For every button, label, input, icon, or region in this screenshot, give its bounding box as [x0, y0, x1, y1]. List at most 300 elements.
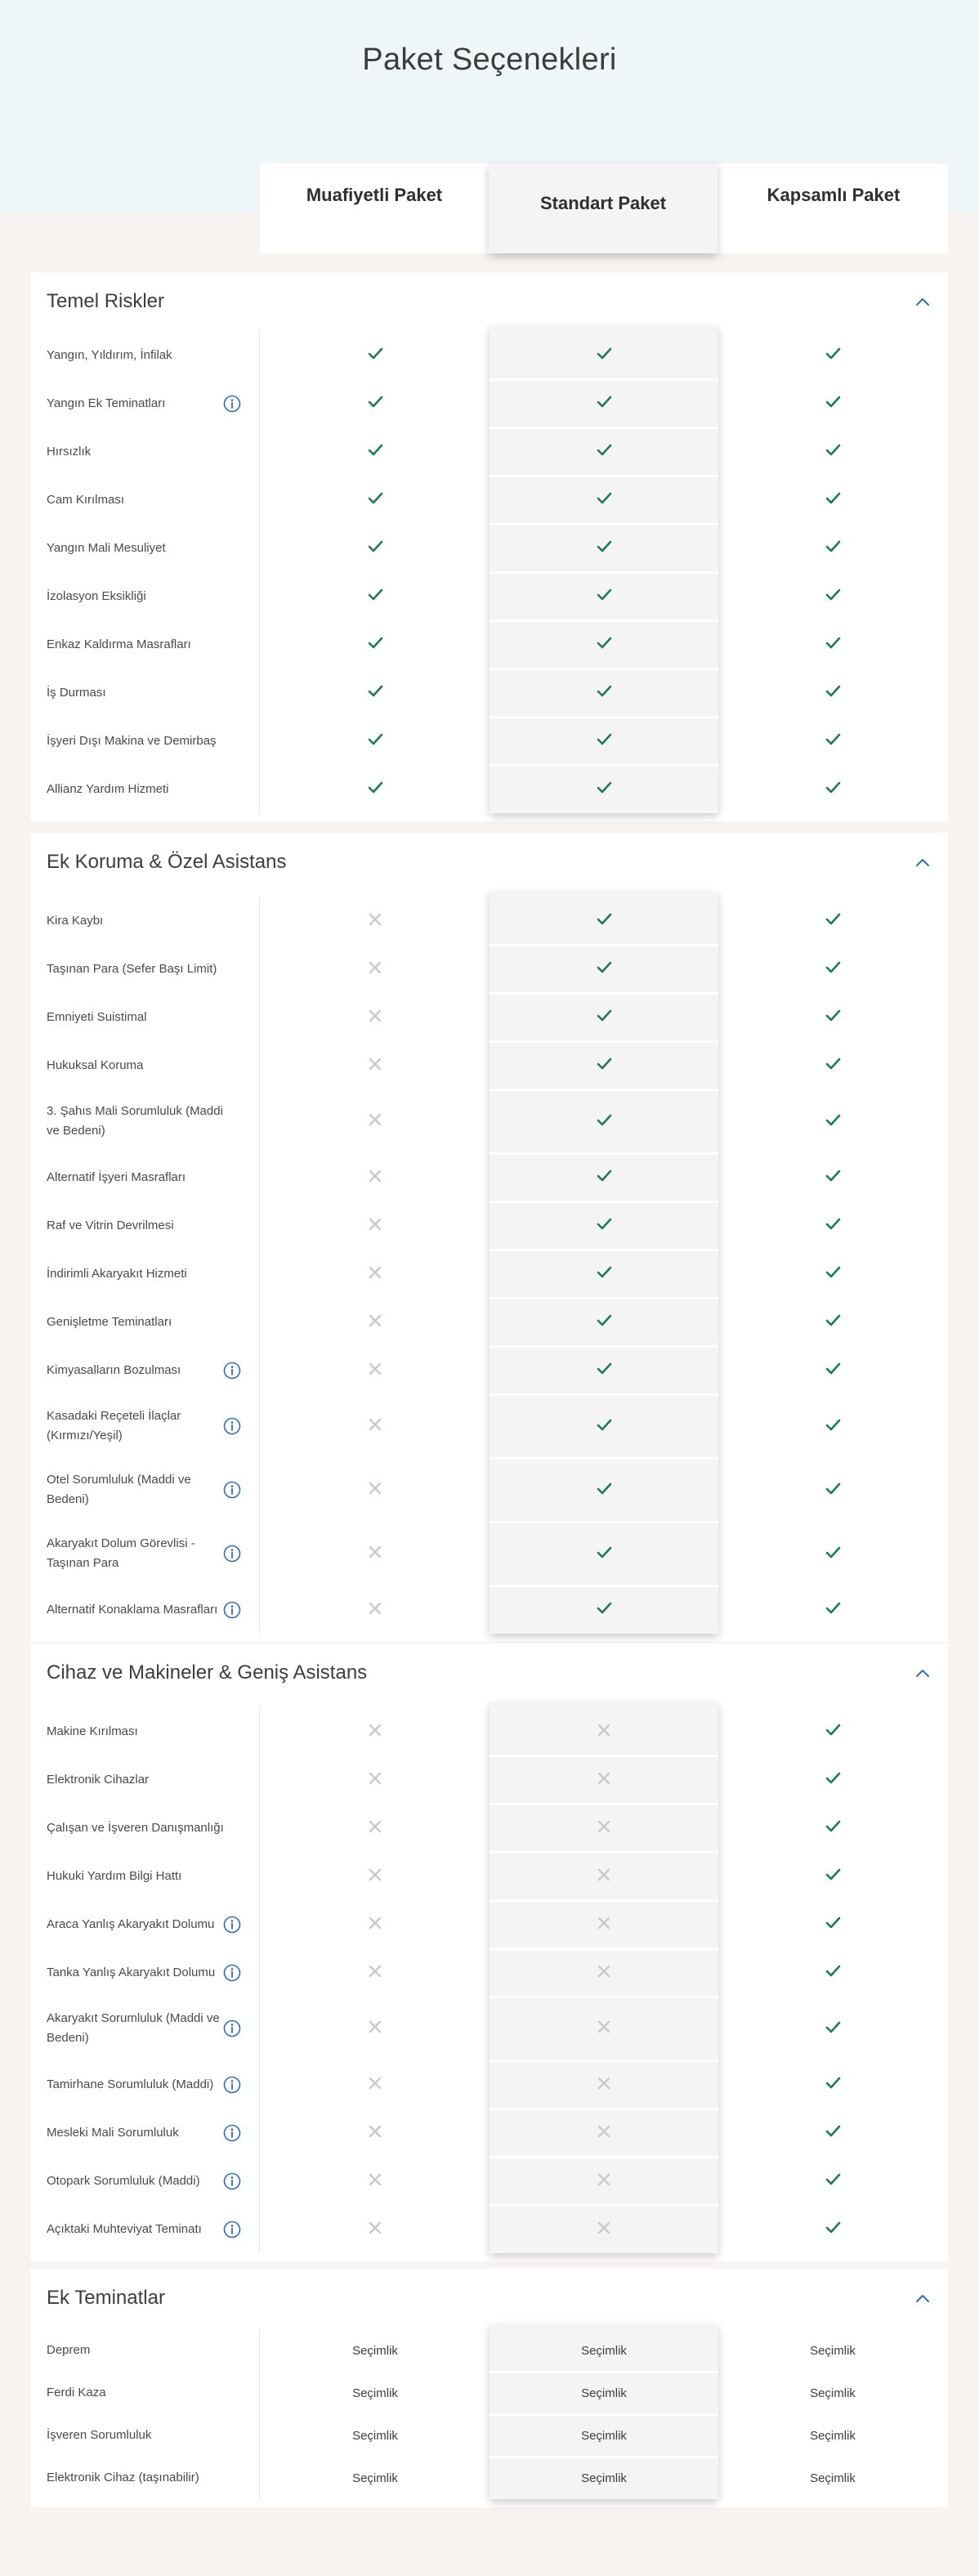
cell-standart: [490, 1804, 718, 1852]
cross-icon: [368, 1057, 382, 1075]
cell-standart: [490, 1997, 718, 2060]
table-row: [30, 2414, 948, 2457]
table-row: [30, 1089, 948, 1153]
row-label: Yangın Mali Mesuliyet: [47, 540, 166, 555]
cell-value: Seçimlik: [352, 2343, 398, 2358]
table-row: [30, 993, 948, 1041]
cell-muafiyetli: [261, 993, 490, 1041]
cell-kapsamli: [718, 1394, 947, 1458]
check-icon: [825, 2220, 842, 2238]
section-header[interactable]: [30, 272, 948, 333]
cell-standart: [490, 2157, 718, 2205]
cell-kapsamli: [718, 1041, 947, 1089]
check-icon: [596, 1264, 613, 1283]
table-row: [30, 1298, 948, 1346]
cell-value: Seçimlik: [352, 2428, 398, 2443]
check-icon: [596, 1216, 613, 1235]
table-row: [30, 669, 948, 717]
check-icon: [825, 635, 842, 654]
cell-muafiyetli: [261, 1852, 490, 1900]
cell-standart: [490, 1707, 718, 1755]
cross-icon: [368, 1265, 382, 1283]
cell-kapsamli: [718, 2372, 947, 2414]
cell-kapsamli: [718, 476, 947, 524]
info-icon[interactable]: [223, 2220, 241, 2238]
check-icon: [596, 780, 613, 798]
section-title: Ek Teminatlar: [47, 2287, 165, 2309]
table-row: [30, 1948, 948, 1997]
cell-standart: [490, 2457, 718, 2499]
cell-standart: [490, 669, 718, 717]
cross-icon: [368, 2124, 382, 2142]
check-icon: [825, 2019, 842, 2038]
cell-muafiyetli: [261, 1707, 490, 1755]
check-icon: [596, 1313, 613, 1331]
cell-standart: [490, 1755, 718, 1804]
table-row: [30, 1585, 948, 1634]
check-icon: [825, 587, 842, 606]
cell-kapsamli: [718, 945, 947, 993]
cell-standart: [490, 2372, 718, 2414]
check-icon: [825, 959, 842, 978]
cell-standart: [490, 427, 718, 476]
row-label: Araca Yanlış Akaryakıt Dolumu: [47, 1916, 215, 1931]
check-icon: [825, 780, 842, 798]
cell-muafiyetli: [261, 1298, 490, 1346]
cell-kapsamli: [718, 897, 947, 945]
check-icon: [825, 346, 842, 364]
cell-value: Seçimlik: [581, 2343, 627, 2358]
table-row: [30, 1900, 948, 1948]
cell-muafiyetli: [261, 945, 490, 993]
cell-muafiyetli: [261, 2109, 490, 2157]
table-row: [30, 2109, 948, 2157]
chevron-up-icon[interactable]: [914, 854, 932, 872]
check-icon: [596, 683, 613, 702]
cell-kapsamli: [718, 1089, 947, 1153]
cell-standart: [490, 476, 718, 524]
cell-value: Seçimlik: [581, 2386, 627, 2400]
row-label: Kimyasalların Bozulması: [47, 1362, 181, 1377]
cell-muafiyetli: [261, 572, 490, 620]
row-label: İşyeri Dışı Makina ve Demirbaş: [47, 733, 217, 748]
table-row: [30, 2329, 948, 2372]
check-icon: [825, 1056, 842, 1075]
cell-kapsamli: [718, 1804, 947, 1852]
row-label: Tanka Yanlış Akaryakıt Dolumu: [47, 1965, 216, 1979]
cell-standart: [490, 2060, 718, 2109]
table-row: [30, 1201, 948, 1250]
cell-muafiyetli: [261, 1900, 490, 1948]
table-row: [30, 572, 948, 620]
cell-muafiyetli: [261, 1458, 490, 1522]
check-icon: [367, 539, 384, 557]
row-label: Kasadaki Reçeteli İlaçlar (Kırmızı/Yeşil): [47, 1409, 181, 1442]
cell-muafiyetli: [261, 1394, 490, 1458]
info-icon[interactable]: [223, 2076, 241, 2094]
check-icon: [825, 1600, 842, 1619]
cross-icon: [368, 1819, 382, 1837]
chevron-up-icon[interactable]: [914, 2290, 932, 2308]
check-icon: [825, 1361, 842, 1380]
table-row: [30, 2060, 948, 2109]
cross-icon: [368, 1916, 382, 1934]
check-icon: [825, 1008, 842, 1026]
check-icon: [825, 1963, 842, 1982]
row-label: Emniyeti Suistimal: [47, 1009, 147, 1024]
cross-icon: [597, 2076, 611, 2094]
cell-standart: [490, 1298, 718, 1346]
cross-icon: [597, 2220, 611, 2238]
cell-kapsamli: [718, 2329, 947, 2372]
cell-kapsamli: [718, 765, 947, 813]
cell-standart: [490, 765, 718, 813]
cell-standart: [490, 1041, 718, 1089]
cell-kapsamli: [718, 1852, 947, 1900]
cross-icon: [368, 1723, 382, 1741]
row-label: İşveren Sorumluluk: [47, 2428, 152, 2442]
check-icon: [596, 731, 613, 750]
check-icon: [596, 442, 613, 461]
cell-kapsamli: [718, 1585, 947, 1634]
info-icon[interactable]: [223, 395, 241, 413]
cross-icon: [597, 1771, 611, 1789]
cell-kapsamli: [718, 1707, 947, 1755]
cell-kapsamli: [718, 1153, 947, 1201]
info-icon[interactable]: [223, 1545, 241, 1563]
cross-icon: [368, 960, 382, 978]
package-header: [260, 163, 948, 253]
check-icon: [367, 394, 384, 413]
check-icon: [367, 490, 384, 509]
section-header[interactable]: [30, 833, 948, 894]
cross-icon: [368, 1867, 382, 1885]
row-label: Tamirhane Sorumluluk (Maddi): [47, 2077, 214, 2091]
row-label: Akaryakıt Dolum Görevlisi - Taşınan Para: [47, 1536, 195, 1570]
cross-icon: [368, 1771, 382, 1789]
section-2: [30, 833, 948, 1642]
cell-kapsamli: [718, 572, 947, 620]
cell-value: Seçimlik: [810, 2471, 856, 2485]
row-label: Otopark Sorumluluk (Maddi): [47, 2173, 200, 2188]
cell-kapsamli: [718, 2060, 947, 2109]
cell-standart: [490, 1522, 718, 1585]
cell-muafiyetli: [261, 1948, 490, 1997]
check-icon: [825, 911, 842, 930]
cell-kapsamli: [718, 669, 947, 717]
check-icon: [596, 346, 613, 364]
cross-icon: [368, 1481, 382, 1499]
cell-standart: [490, 1458, 718, 1522]
cell-muafiyetli: [261, 1153, 490, 1201]
info-icon[interactable]: [223, 1362, 241, 1380]
cell-muafiyetli: [261, 524, 490, 572]
table-row: [30, 897, 948, 945]
chevron-up-icon[interactable]: [914, 1665, 932, 1683]
row-label: İzolasyon Eksikliği: [47, 588, 146, 603]
cross-icon: [597, 1916, 611, 1934]
cell-kapsamli: [718, 1201, 947, 1250]
section-title: Cihaz ve Makineler & Geniş Asistans: [47, 1661, 368, 1684]
cell-muafiyetli: [261, 2457, 490, 2499]
cell-kapsamli: [718, 620, 947, 669]
row-label: 3. Şahıs Mali Sorumluluk (Maddi ve Bedeni): [47, 1104, 223, 1138]
table-row: [30, 1346, 948, 1394]
table-row: [30, 1250, 948, 1298]
cell-standart: [490, 993, 718, 1041]
cell-standart: [490, 1089, 718, 1153]
cell-kapsamli: [718, 717, 947, 765]
cross-icon: [368, 1008, 382, 1026]
cell-standart: [490, 1900, 718, 1948]
check-icon: [825, 490, 842, 509]
chevron-up-icon[interactable]: [914, 293, 932, 311]
check-icon: [596, 1600, 613, 1619]
cell-kapsamli: [718, 1298, 947, 1346]
row-label: Kira Kaybı: [47, 913, 104, 928]
check-icon: [825, 539, 842, 557]
cross-icon: [368, 2076, 382, 2094]
table-row: [30, 1041, 948, 1089]
cell-muafiyetli: [261, 765, 490, 813]
row-label: Alternatif Konaklama Masrafları: [47, 1602, 218, 1617]
cell-muafiyetli: [261, 1522, 490, 1585]
cross-icon: [597, 2019, 611, 2037]
cell-kapsamli: [718, 1755, 947, 1804]
cell-standart: [490, 945, 718, 993]
section-title: Ek Koruma & Özel Asistans: [47, 851, 287, 873]
cross-icon: [368, 2019, 382, 2037]
check-icon: [596, 1056, 613, 1075]
row-label: Çalışan ve İşveren Danışmanlığı: [47, 1820, 224, 1835]
cell-muafiyetli: [261, 669, 490, 717]
row-label: Allianz Yardım Hizmeti: [47, 781, 169, 796]
cell-standart: [490, 379, 718, 427]
check-icon: [596, 1481, 613, 1500]
cell-muafiyetli: [261, 427, 490, 476]
table-row: [30, 1153, 948, 1201]
table-row: [30, 1394, 948, 1458]
table-row: [30, 717, 948, 765]
check-icon: [596, 1008, 613, 1026]
package-muafiyetli: Muafiyetli Paket: [306, 185, 443, 205]
info-icon[interactable]: [223, 2124, 241, 2142]
table-row: [30, 331, 948, 379]
info-icon[interactable]: [223, 1417, 241, 1435]
section-header[interactable]: [30, 1644, 948, 1705]
row-label: Açıktaki Muhteviyat Teminatı: [47, 2221, 202, 2236]
cell-standart: [490, 2329, 718, 2372]
cell-kapsamli: [718, 1900, 947, 1948]
cross-icon: [368, 1169, 382, 1187]
cell-kapsamli: [718, 2109, 947, 2157]
check-icon: [825, 1722, 842, 1741]
cell-standart: [490, 1201, 718, 1250]
cross-icon: [597, 1723, 611, 1741]
row-label: Deprem: [47, 2343, 91, 2357]
cross-icon: [597, 2172, 611, 2190]
check-icon: [367, 635, 384, 654]
table-row: [30, 2205, 948, 2253]
check-icon: [825, 1112, 842, 1131]
section-header[interactable]: [30, 2269, 948, 2330]
cell-muafiyetli: [261, 2329, 490, 2372]
cell-kapsamli: [718, 379, 947, 427]
info-icon[interactable]: [223, 1481, 241, 1499]
cross-icon: [368, 1545, 382, 1563]
table-row: [30, 476, 948, 524]
table-row: [30, 1997, 948, 2060]
cell-muafiyetli: [261, 1755, 490, 1804]
cell-value: Seçimlik: [352, 2471, 398, 2485]
cell-muafiyetli: [261, 1201, 490, 1250]
cross-icon: [368, 1313, 382, 1331]
cell-muafiyetli: [261, 331, 490, 379]
cross-icon: [597, 2124, 611, 2142]
check-icon: [367, 442, 384, 461]
row-label: Raf ve Vitrin Devrilmesi: [47, 1218, 174, 1232]
cross-icon: [368, 1601, 382, 1619]
table-row: [30, 524, 948, 572]
info-icon[interactable]: [223, 2019, 241, 2037]
info-icon[interactable]: [223, 1601, 241, 1619]
cell-muafiyetli: [261, 1804, 490, 1852]
cell-kapsamli: [718, 2205, 947, 2253]
info-icon[interactable]: [223, 1916, 241, 1934]
cell-muafiyetli: [261, 620, 490, 669]
cell-muafiyetli: [261, 476, 490, 524]
cross-icon: [368, 1112, 382, 1130]
check-icon: [825, 1818, 842, 1837]
cross-icon: [368, 2220, 382, 2238]
check-icon: [367, 587, 384, 606]
check-icon: [596, 1361, 613, 1380]
cell-kapsamli: [718, 331, 947, 379]
check-icon: [596, 1545, 613, 1563]
cell-kapsamli: [718, 2457, 947, 2499]
row-label: Yangın Ek Teminatları: [47, 396, 166, 410]
check-icon: [596, 587, 613, 606]
cell-muafiyetli: [261, 2157, 490, 2205]
row-label: Genişletme Teminatları: [47, 1314, 172, 1329]
check-icon: [825, 442, 842, 461]
check-icon: [825, 1168, 842, 1187]
cell-muafiyetli: [261, 1585, 490, 1634]
cell-muafiyetli: [261, 1041, 490, 1089]
cell-value: Seçimlik: [810, 2428, 856, 2443]
row-label: Yangın, Yıldırım, İnfilak: [47, 347, 172, 362]
table-row: [30, 2457, 948, 2499]
row-label: Akaryakıt Sorumluluk (Maddi ve Bedeni): [47, 2011, 220, 2045]
row-label: Alternatif İşyeri Masrafları: [47, 1169, 186, 1184]
check-icon: [596, 959, 613, 978]
cell-standart: [490, 524, 718, 572]
check-icon: [825, 1770, 842, 1789]
row-label: Hırsızlık: [47, 444, 92, 458]
row-label: Cam Kırılması: [47, 492, 125, 507]
info-icon[interactable]: [223, 1964, 241, 1982]
section-title: Temel Riskler: [47, 290, 165, 312]
cell-muafiyetli: [261, 1997, 490, 2060]
check-icon: [825, 1867, 842, 1885]
cell-muafiyetli: [261, 717, 490, 765]
check-icon: [367, 346, 384, 364]
cell-standart: [490, 1948, 718, 1997]
cell-kapsamli: [718, 1346, 947, 1394]
row-label: Mesleki Mali Sorumluluk: [47, 2125, 179, 2140]
cell-muafiyetli: [261, 1250, 490, 1298]
cell-standart: [490, 1852, 718, 1900]
cell-kapsamli: [718, 2157, 947, 2205]
check-icon: [825, 2075, 842, 2094]
row-label: Makine Kırılması: [47, 1724, 138, 1738]
cell-muafiyetli: [261, 897, 490, 945]
cross-icon: [368, 1217, 382, 1235]
check-icon: [825, 2123, 842, 2142]
check-icon: [825, 1545, 842, 1563]
row-label: Taşınan Para (Sefer Başı Limit): [47, 961, 217, 976]
check-icon: [825, 2171, 842, 2190]
cell-value: Seçimlik: [352, 2386, 398, 2400]
row-label: Hukuksal Koruma: [47, 1058, 144, 1072]
cell-kapsamli: [718, 1458, 947, 1522]
cross-icon: [368, 2172, 382, 2190]
cross-icon: [368, 1417, 382, 1435]
check-icon: [825, 394, 842, 413]
page-title: Paket Seçenekleri: [362, 42, 617, 77]
cell-standart: [490, 2205, 718, 2253]
table-row: [30, 620, 948, 669]
table-row: [30, 1804, 948, 1852]
cell-muafiyetli: [261, 2060, 490, 2109]
check-icon: [596, 394, 613, 413]
cell-standart: [490, 717, 718, 765]
cell-kapsamli: [718, 1522, 947, 1585]
table-row: [30, 945, 948, 993]
cell-standart: [490, 620, 718, 669]
cell-muafiyetli: [261, 379, 490, 427]
cell-standart: [490, 2109, 718, 2157]
table-row: [30, 765, 948, 813]
cell-muafiyetli: [261, 1346, 490, 1394]
table-row: [30, 1522, 948, 1585]
info-icon[interactable]: [223, 2172, 241, 2190]
check-icon: [596, 1417, 613, 1436]
row-label: Enkaz Kaldırma Masrafları: [47, 637, 191, 651]
cell-standart: [490, 572, 718, 620]
cross-icon: [597, 1867, 611, 1885]
check-icon: [825, 1264, 842, 1283]
cell-kapsamli: [718, 427, 947, 476]
cell-standart: [490, 1585, 718, 1634]
row-label: İndirimli Akaryakıt Hizmeti: [47, 1266, 187, 1281]
cell-muafiyetli: [261, 2372, 490, 2414]
cross-icon: [597, 1964, 611, 1982]
section-3: [30, 1644, 948, 2261]
table-row: [30, 379, 948, 427]
check-icon: [825, 1481, 842, 1500]
cell-standart: [490, 1394, 718, 1458]
cross-icon: [368, 912, 382, 930]
check-icon: [367, 731, 384, 750]
row-label: Hukuki Yardım Bilgi Hattı: [47, 1868, 182, 1883]
cell-kapsamli: [718, 2414, 947, 2457]
check-icon: [596, 635, 613, 654]
table-row: [30, 427, 948, 476]
check-icon: [825, 1417, 842, 1436]
table-row: [30, 1755, 948, 1804]
section-4: [30, 2269, 948, 2507]
